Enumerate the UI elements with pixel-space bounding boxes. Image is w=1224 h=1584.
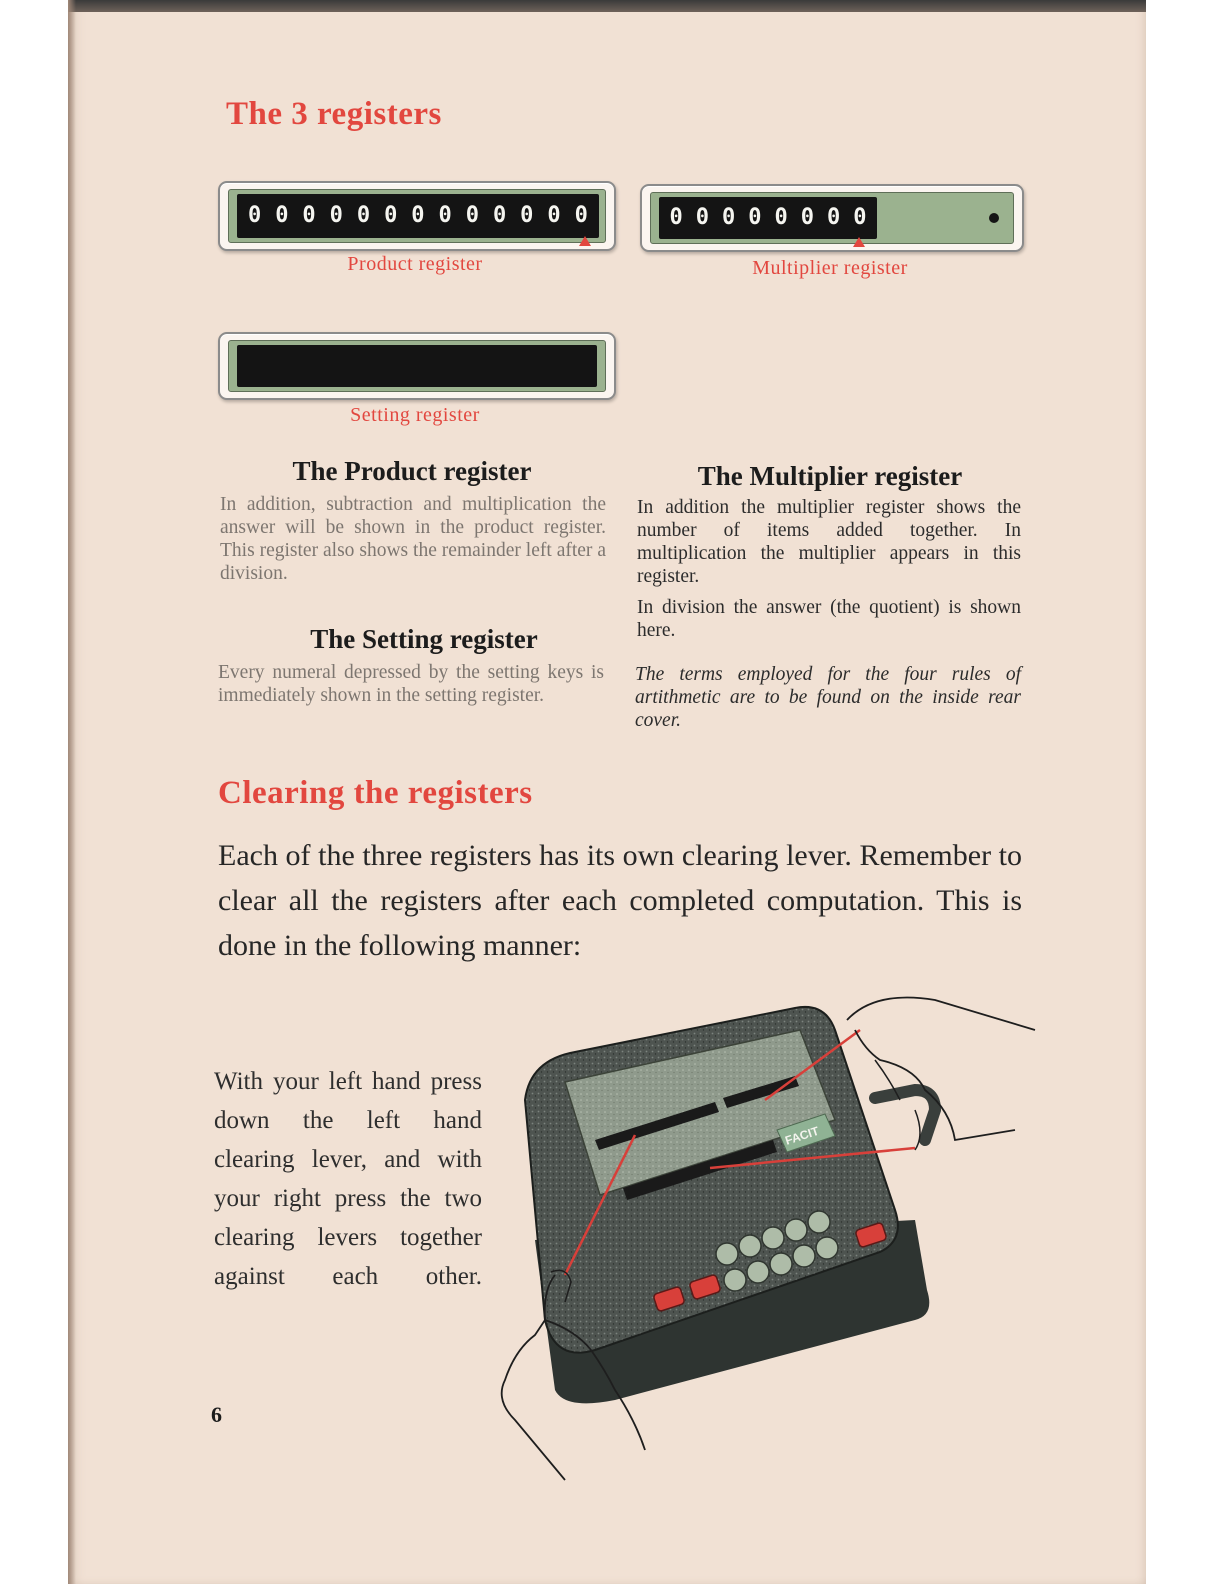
register-digit: 0: [384, 203, 398, 228]
register-digit: 0: [547, 203, 561, 228]
product-register-digits: [237, 194, 599, 238]
page-number: 6: [211, 1402, 222, 1427]
machine-brand-label: FACIT: [783, 1123, 821, 1148]
setting-register-window: [237, 345, 597, 387]
register-digit: 0: [520, 203, 534, 228]
product-register-text: In addition, subtraction and multiplication the answer will be shown in the product register. This register also shows the remainder left after a division.: [220, 494, 606, 584]
hand-instruction-text: With your left hand press down the left hand clearing lever, and with your right press the two clearing levers together against each other.: [214, 1068, 482, 1290]
setting-register-caption: Setting register: [350, 404, 480, 426]
setting-register-text: Every numeral depressed by the setting keys is immediately shown in the setting register.: [218, 662, 604, 706]
multiplier-register-digits: [659, 197, 877, 239]
multiplier-register-caption: Multiplier register: [752, 257, 908, 279]
register-digit: 0: [774, 205, 788, 230]
register-digit: 0: [329, 203, 343, 228]
multiplier-register-display: [640, 184, 1024, 252]
page-top-edge: [68, 0, 1146, 12]
arithmetic-terms-note: The terms employed for the four rules of artithmetic are to be found on the inside rear cover.: [635, 664, 1021, 731]
page-binding-shadow: [68, 0, 76, 1584]
clearing-instructions: Each of the three registers has its own clearing lever. Remember to clear all the registers after each completed computation. This is done in the following manner:: [218, 839, 1022, 962]
setting-register-display: [218, 332, 616, 400]
calculating-machine-illustration: [495, 990, 1040, 1490]
register-digit: 0: [722, 205, 736, 230]
setting-register-heading: The Setting register: [310, 624, 538, 654]
register-digit: 0: [695, 205, 709, 230]
register-digit: 0: [438, 203, 452, 228]
section-title-clearing: Clearing the registers: [218, 775, 533, 811]
multiplier-register-pointer: [853, 237, 865, 247]
register-digit: 0: [247, 203, 262, 228]
register-digit: 0: [302, 203, 316, 228]
multiplier-division-text: In division the answer (the quotient) is shown here.: [637, 597, 1021, 641]
register-digit: 0: [411, 203, 425, 228]
register-digit: 0: [800, 205, 814, 230]
register-digit: 0: [748, 205, 762, 230]
register-digit: 0: [669, 205, 683, 230]
multiplier-register-heading: The Multiplier register: [697, 461, 963, 491]
register-digit: 0: [574, 203, 588, 228]
decimal-marker-icon: [989, 213, 999, 223]
product-register-pointer: [579, 236, 591, 246]
register-digit: 0: [853, 205, 867, 230]
product-register-caption: Product register: [347, 253, 483, 275]
section-title-registers: The 3 registers: [226, 96, 442, 132]
product-register-display: [218, 181, 616, 251]
multiplier-register-text: In addition the multiplier register shows the number of items added together. In multiplication the multiplier appears in this register.: [637, 497, 1021, 587]
register-digit: 0: [827, 205, 841, 230]
register-digit: 0: [275, 203, 289, 228]
product-register-heading: The Product register: [292, 456, 532, 486]
register-digit: 0: [492, 203, 507, 228]
register-digit: 0: [356, 203, 371, 228]
register-digit: 0: [465, 203, 479, 228]
